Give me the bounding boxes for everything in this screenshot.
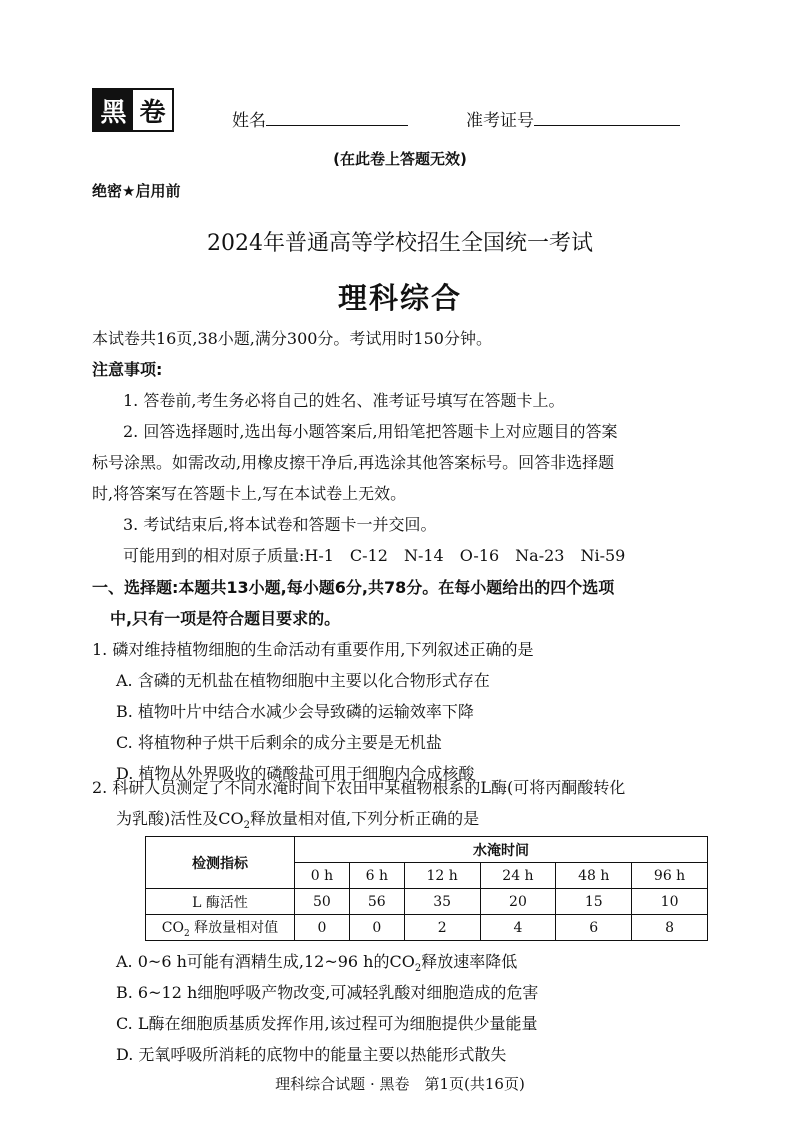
q2-stem-text-pre: 为乳酸)活性及CO (116, 809, 244, 828)
data-table (145, 836, 708, 941)
invalid-notice: (在此卷上答题无效) (333, 150, 467, 168)
header-time: 水淹时间 (295, 837, 708, 863)
time-cell: 0 h (295, 863, 350, 889)
table-cell: 4 (480, 915, 556, 941)
time-cell: 24 h (480, 863, 556, 889)
q2-option-b: B. 6~12 h细胞呼吸产物改变,可减轻乳酸对细胞造成的危害 (116, 983, 539, 1002)
note-3: 3. 考试结束后,将本试卷和答题卡一并交回。 (123, 515, 437, 534)
note-2-line2: 标号涂黑。如需改动,用橡皮擦干净后,再选涂其他答案标号。回答非选择题 (92, 453, 615, 472)
table-cell: 56 (349, 889, 404, 915)
section-heading-line1: 一、选择题:本题共13小题,每小题6分,共78分。在每小题给出的四个选项 (92, 578, 615, 597)
table-cell: 10 (632, 889, 708, 915)
q1-option-d: D. 植物从外界吸收的磷酸盐可用于细胞内合成核酸 (116, 764, 475, 783)
secret-label: 绝密★启用前 (92, 182, 181, 200)
id-blank-line (534, 109, 680, 126)
table-cell: 50 (295, 889, 350, 915)
note-2-line3: 时,将答案写在答题卡上,写在本试卷上无效。 (92, 484, 407, 503)
table-row (146, 915, 708, 941)
table-cell: 0 (295, 915, 350, 941)
co2-label-post: 释放量相对值 (189, 919, 279, 936)
time-cell: 12 h (404, 863, 480, 889)
name-blank-line (266, 109, 408, 126)
table-cell: 8 (632, 915, 708, 941)
table-cell: 0 (349, 915, 404, 941)
q1-option-a: A. 含磷的无机盐在植物细胞中主要以化合物形式存在 (116, 671, 490, 690)
q2-option-a-sub: 2 (414, 963, 422, 975)
note-1: 1. 答卷前,考生务必将自己的姓名、准考证号填写在答题卡上。 (123, 391, 565, 410)
time-cell: 96 h (632, 863, 708, 889)
id-label: 准考证号 (466, 111, 534, 131)
name-label: 姓名 (232, 111, 266, 131)
table-cell: 35 (404, 889, 480, 915)
q2-option-c: C. L酶在细胞质基质发挥作用,该过程可为细胞提供少量能量 (116, 1014, 538, 1033)
section-heading-line2: 中,只有一项是符合题目要求的。 (110, 609, 341, 628)
brand-logo (92, 88, 174, 132)
table-cell: 20 (480, 889, 556, 915)
table-header-row (146, 837, 708, 863)
table-cell: 6 (556, 915, 632, 941)
table-cell: 2 (404, 915, 480, 941)
q2-option-d: D. 无氧呼吸所消耗的底物中的能量主要以热能形式散失 (116, 1045, 507, 1064)
intro-text: 本试卷共16页,38小题,满分300分。考试用时150分钟。 (92, 329, 492, 348)
row-label-enzyme: L 酶活性 (146, 889, 295, 915)
q1-option-b: B. 植物叶片中结合水减少会导致磷的运输效率下降 (116, 702, 474, 721)
q2-stem-line1: 2. 科研人员测定了不同水淹时间下农田中某植物根系的L酶(可将丙酮酸转化 (92, 778, 626, 797)
name-field (232, 106, 408, 131)
q2-stem-text-post: 释放量相对值,下列分析正确的是 (249, 809, 480, 828)
exam-title: 2024年普通高等学校招生全国统一考试 (207, 231, 593, 256)
subject-title: 理科综合 (337, 281, 462, 315)
logo-char-juan: 卷 (133, 90, 172, 130)
time-cell: 6 h (349, 863, 404, 889)
id-field (466, 106, 680, 131)
time-cell: 48 h (556, 863, 632, 889)
logo-char-hei: 黑 (94, 90, 133, 130)
co2-label-pre: CO (161, 919, 184, 936)
q1-stem: 1. 磷对维持植物细胞的生命活动有重要作用,下列叙述正确的是 (92, 640, 534, 659)
table-cell: 15 (556, 889, 632, 915)
q2-option-a-post: 释放速率降低 (421, 952, 518, 971)
note-2-line1: 2. 回答选择题时,选出每小题答案后,用铅笔把答题卡上对应题目的答案 (123, 422, 618, 441)
atomic-masses: 可能用到的相对原子质量:H-1 C-12 N-14 O-16 Na-23 Ni-59 (123, 546, 626, 565)
q1-option-c: C. 将植物种子烘干后剩余的成分主要是无机盐 (116, 733, 442, 752)
row-label-co2 (146, 915, 295, 941)
q2-option-a-pre: A. 0~6 h可能有酒精生成,12~96 h的CO (116, 952, 415, 971)
page-footer: 理科综合试题 · 黑卷 第1页(共16页) (275, 1075, 525, 1093)
table-row (146, 889, 708, 915)
co2-label-sub: 2 (184, 928, 190, 939)
header-indicator: 检测指标 (146, 837, 295, 889)
notes-heading: 注意事项: (92, 360, 163, 379)
q2-stem-subscript: 2 (243, 820, 250, 832)
